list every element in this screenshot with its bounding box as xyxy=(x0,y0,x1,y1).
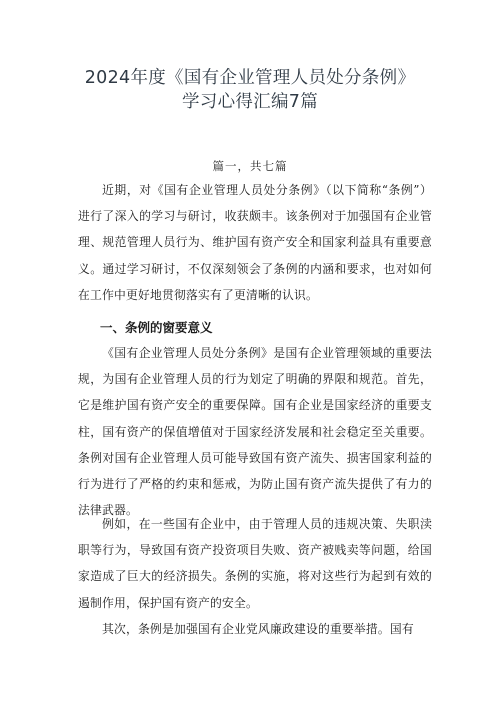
body-paragraph-3: 其次，条例是加强国有企业党风廉政建设的重要举措。国有 xyxy=(102,622,414,636)
intro-paragraph: 近期，对《国有企业管理人员处分条例》（以下简称“条例”）进行了深入的学习与研讨，收获颇丰。该条例对于加强国有企业管理、规范管理人员行为、维护国有资产安全和国家利益具有重要意义。通过学习研讨，不仅深刻领会了条例的内涵和要求，也对如何在工作中更好地贯彻落实有了更清晰的认识。 xyxy=(78,183,432,302)
body-paragraph-1: 《国有企业管理人员处分条例》是国有企业管理领域的重要法规，为国有企业管理人员的行为划定了明确的界限和规范。首先，它是维护国有资产安全的重要保障。国有企业是国家经济的重要支柱，国有资产的保值增值对于国家经济发展和社会稳定至关重要。条例对国有企业管理人员可能导致国有资产流失、损害国家利益的行为进行了严格的约束和惩戒，为防止国有资产流失提供了有力的法律武器。 xyxy=(78,346,432,518)
document-title-line-1: 2024年度《国有企业管理人员处分条例》 xyxy=(84,68,416,88)
part-label: 篇一，共七篇 xyxy=(212,159,288,173)
section-heading: 一、条例的窗要意义 xyxy=(100,320,213,335)
document-title-line-2: 学习心得汇编7篇 xyxy=(181,92,319,112)
body-paragraph-2: 例如，在一些国有企业中，由于管理人员的违规决策、失职渎职等行为，导致国有资产投资项目失败、资产被贱卖等问题，给国家造成了巨大的经济损失。条例的实施，将对这些行为起到有效的遏制作用，保护国有资产的安全。 xyxy=(78,517,432,610)
